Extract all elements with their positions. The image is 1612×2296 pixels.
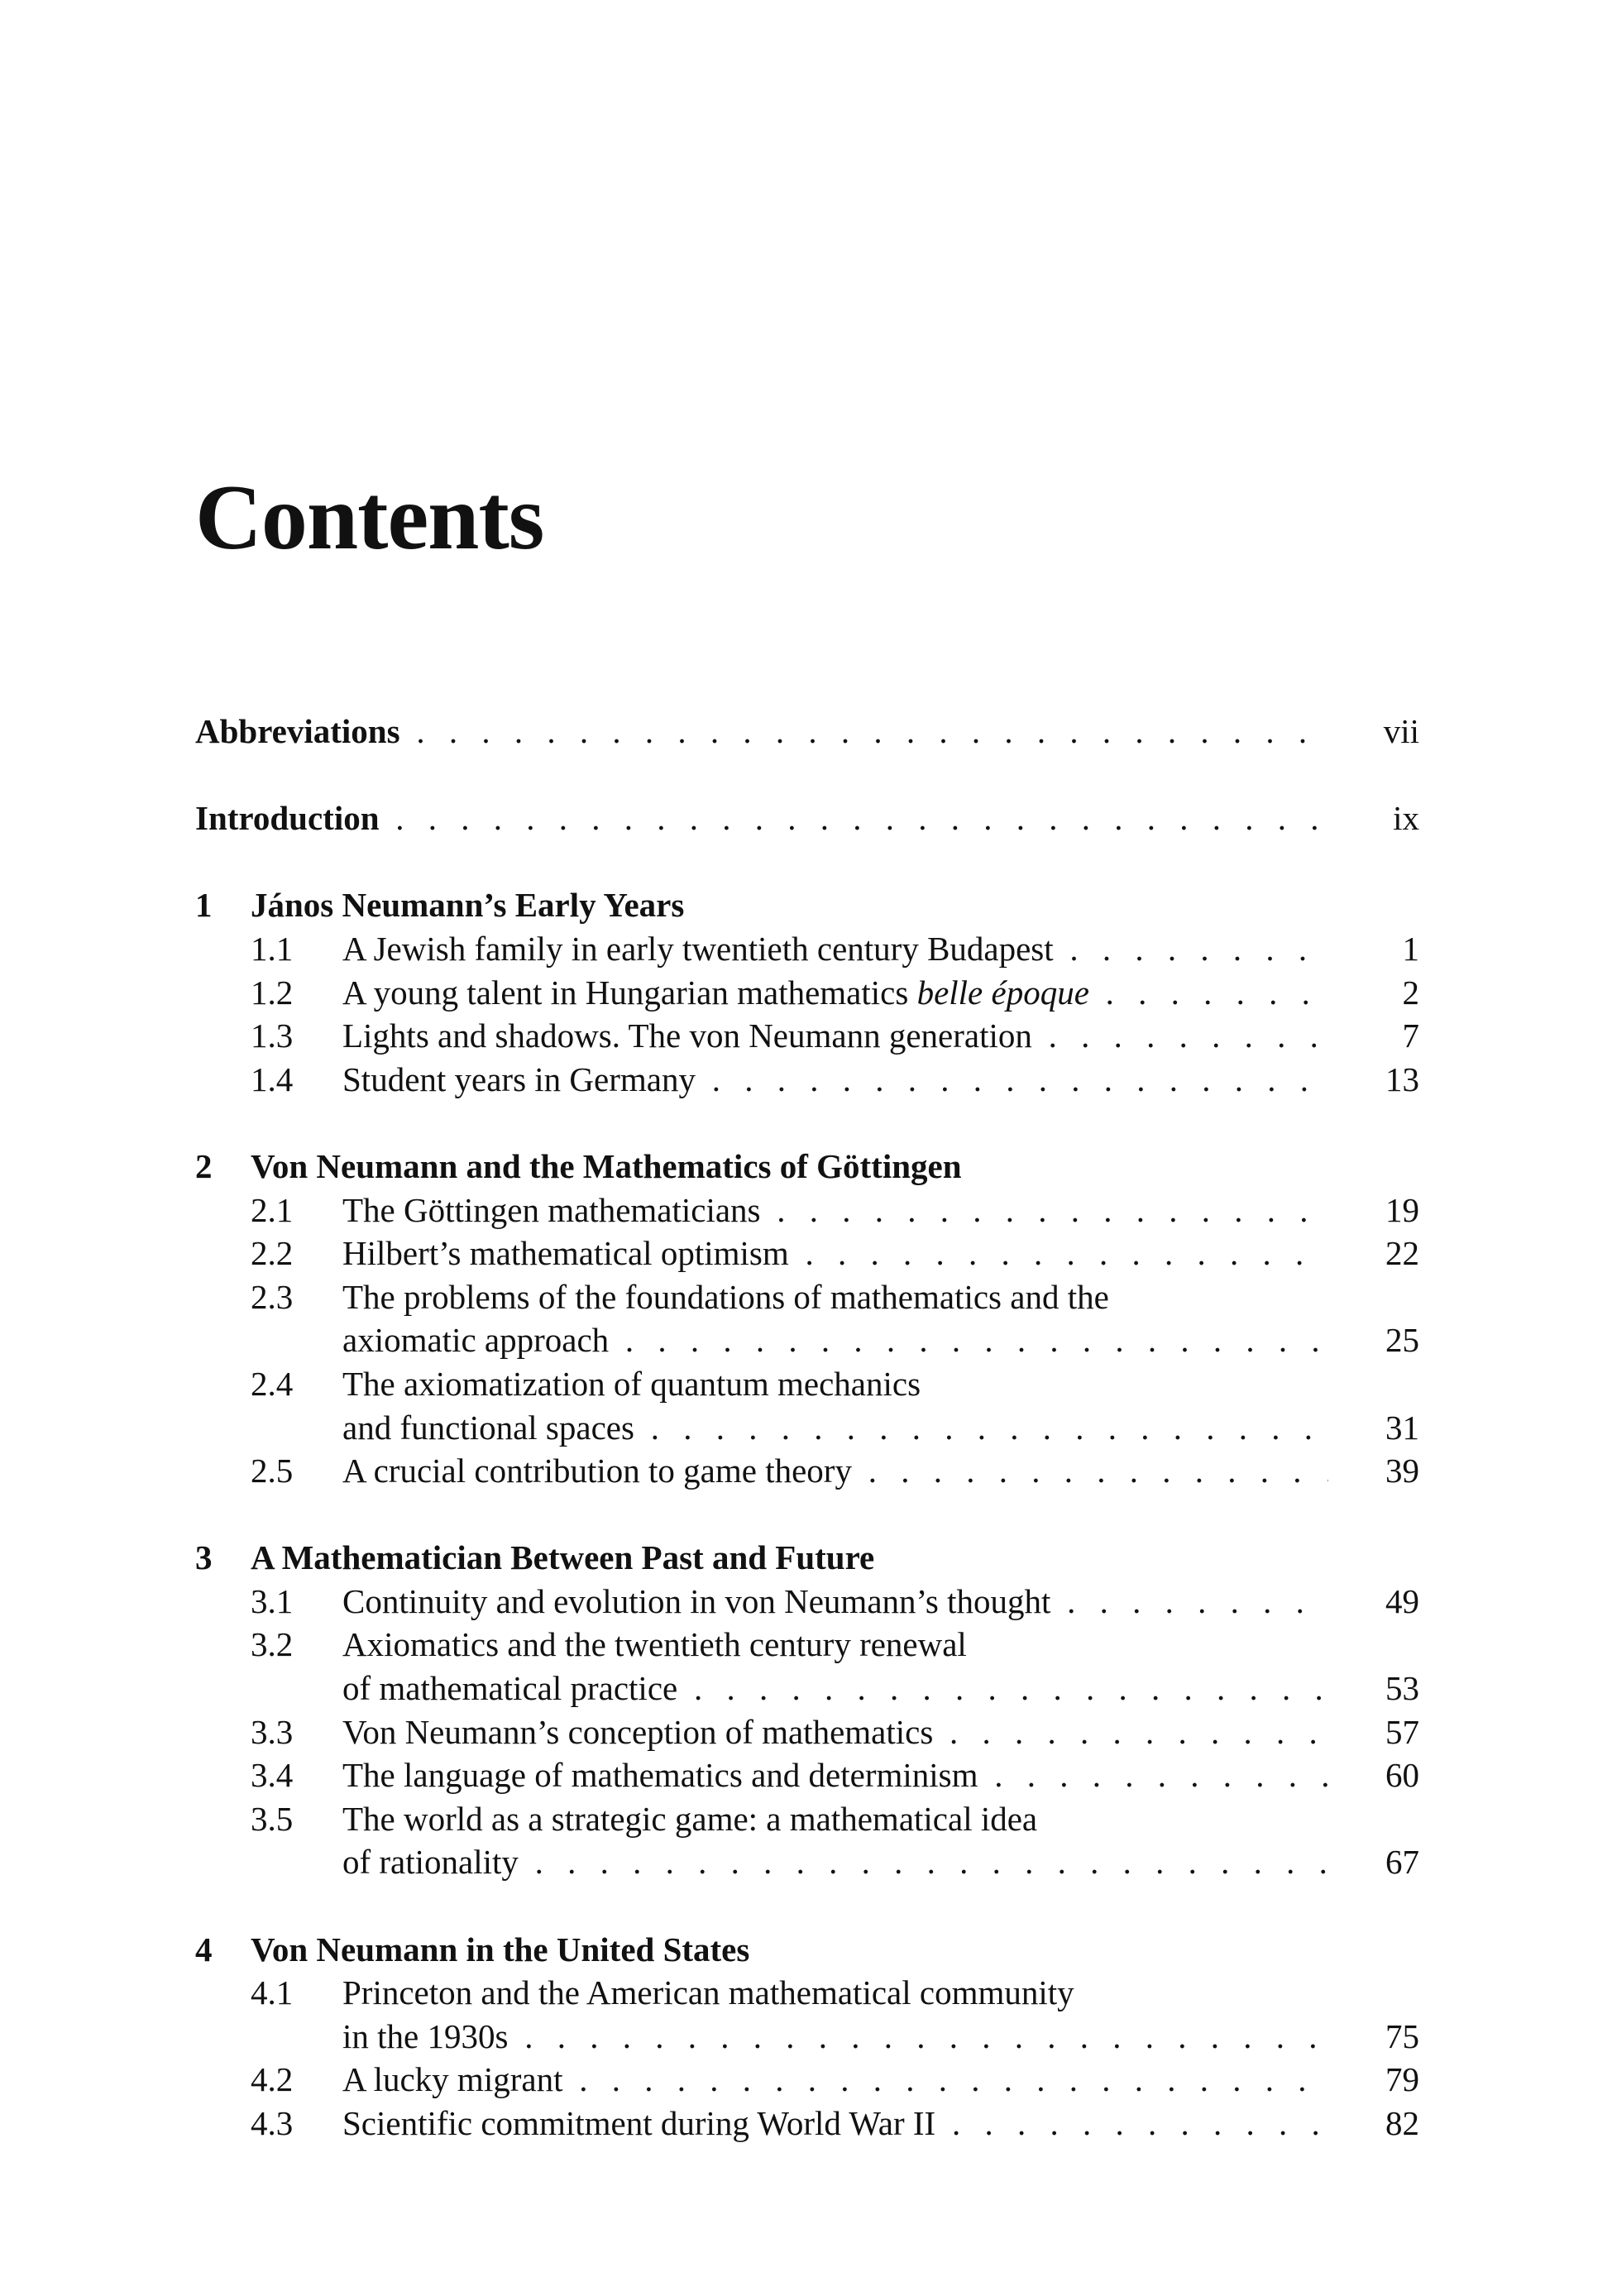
section-title-italic: belle époque: [916, 973, 1089, 1012]
toc-page-number: 82: [1385, 2104, 1419, 2142]
section-number: 3.1: [251, 1581, 294, 1620]
toc-page-number: vii: [1383, 712, 1419, 750]
section-title: Axiomatics and the twentieth century renewal: [342, 1625, 967, 1664]
chapter-number: 1: [195, 886, 213, 925]
toc-page-number: 7: [1402, 1016, 1419, 1055]
section-entry-continuation[interactable]: [195, 1840, 1419, 1884]
chapter-number: 3: [195, 1538, 213, 1577]
section-entry[interactable]: [195, 1362, 1419, 1406]
toc-entry-label: Introduction . . .: [195, 796, 1328, 840]
toc-page-number: 49: [1385, 1581, 1419, 1620]
section-title: A young talent in Hungarian mathematics belle époque . . .: [342, 971, 1328, 1015]
section-title: in the 1930s . . .: [342, 2015, 1328, 2059]
section-entry[interactable]: [195, 1971, 1419, 2015]
section-title: Scientific commitment during World War II . . .: [342, 2102, 1328, 2145]
toc-page-number: 1: [1402, 929, 1419, 968]
toc-entry-label: Abbreviations . . .: [195, 710, 1328, 753]
section-title: Student years in Germany . . .: [342, 1058, 1328, 1102]
toc-entry-abbreviations[interactable]: [195, 710, 1419, 753]
toc-page-number: 67: [1385, 1843, 1419, 1882]
section-number: 4.2: [251, 2060, 294, 2099]
section-title: Continuity and evolution in von Neumann’s thought . . .: [342, 1580, 1328, 1624]
section-number: 2.3: [251, 1277, 294, 1316]
section-entry[interactable]: [195, 1189, 1419, 1232]
section-entry[interactable]: [195, 1449, 1419, 1493]
section-entry[interactable]: [195, 971, 1419, 1015]
section-title: Von Neumann’s conception of mathematics . . .: [342, 1710, 1328, 1754]
section-title: A crucial contribution to game theory . . .: [342, 1449, 1328, 1493]
section-number: 1.4: [251, 1060, 294, 1098]
toc-page-number: 60: [1385, 1756, 1419, 1795]
toc-page-number: 39: [1385, 1452, 1419, 1490]
toc-entry-introduction[interactable]: [195, 796, 1419, 840]
section-title: A Jewish family in early twentieth century Budapest . . .: [342, 927, 1328, 971]
toc-page-number: 22: [1385, 1234, 1419, 1273]
section-title: The world as a strategic game: a mathematical idea: [342, 1799, 1038, 1838]
section-entry[interactable]: [195, 1014, 1419, 1058]
section-entry-continuation[interactable]: [195, 1406, 1419, 1450]
section-entry[interactable]: [195, 1232, 1419, 1275]
page-title: Contents: [195, 466, 544, 569]
section-number: 2.4: [251, 1364, 294, 1403]
section-title: and functional spaces . . .: [342, 1406, 1328, 1450]
section-entry[interactable]: [195, 1275, 1419, 1319]
section-number: 3.5: [251, 1799, 294, 1838]
table-of-contents: [195, 710, 1419, 2145]
section-entry-continuation[interactable]: [195, 2015, 1419, 2059]
section-entry[interactable]: [195, 1580, 1419, 1624]
section-entry-continuation[interactable]: [195, 1667, 1419, 1710]
chapter-heading[interactable]: [195, 1928, 1419, 1972]
section-number: 4.3: [251, 2104, 294, 2142]
section-title: The language of mathematics and determinism . . .: [342, 1753, 1328, 1797]
toc-page-number: 57: [1385, 1712, 1419, 1751]
toc-page-number: 53: [1385, 1669, 1419, 1708]
section-title: axiomatic approach . . .: [342, 1318, 1328, 1362]
section-number: 4.1: [251, 1973, 294, 2012]
toc-page-number: 19: [1385, 1190, 1419, 1229]
section-title: Princeton and the American mathematical community: [342, 1973, 1074, 2012]
chapter-number: 2: [195, 1146, 213, 1185]
section-number: 1.1: [251, 929, 294, 968]
section-title: of mathematical practice . . .: [342, 1667, 1328, 1710]
section-title: A lucky migrant . . .: [342, 2058, 1328, 2102]
toc-page-number: 25: [1385, 1321, 1419, 1360]
section-entry[interactable]: [195, 1753, 1419, 1797]
section-entry[interactable]: [195, 927, 1419, 971]
section-number: 1.3: [251, 1016, 294, 1055]
section-number: 3.2: [251, 1625, 294, 1664]
chapter-number: 4: [195, 1930, 213, 1968]
section-title: of rationality . . .: [342, 1840, 1328, 1884]
section-title: The Göttingen mathematicians . . .: [342, 1189, 1328, 1232]
section-title: The axiomatization of quantum mechanics: [342, 1364, 921, 1403]
section-number: 2.1: [251, 1190, 294, 1229]
chapter-title: János Neumann’s Early Years: [251, 886, 685, 925]
section-title: Hilbert’s mathematical optimism . . .: [342, 1232, 1328, 1275]
section-entry[interactable]: [195, 1797, 1419, 1841]
toc-page-number: 2: [1402, 973, 1419, 1012]
section-number: 3.3: [251, 1712, 294, 1751]
section-entry[interactable]: [195, 1623, 1419, 1667]
section-entry[interactable]: [195, 2058, 1419, 2102]
section-title: The problems of the foundations of mathematics and the: [342, 1277, 1109, 1316]
section-number: 2.5: [251, 1452, 294, 1490]
chapter-heading[interactable]: [195, 883, 1419, 927]
section-number: 1.2: [251, 973, 294, 1012]
chapter-title: Von Neumann and the Mathematics of Göttingen: [251, 1146, 962, 1185]
chapter-title: Von Neumann in the United States: [251, 1930, 750, 1968]
section-entry-continuation[interactable]: [195, 1318, 1419, 1362]
section-entry[interactable]: [195, 2102, 1419, 2145]
chapter-heading[interactable]: [195, 1145, 1419, 1189]
section-number: 2.2: [251, 1234, 294, 1273]
section-number: 3.4: [251, 1756, 294, 1795]
toc-page-number: 13: [1385, 1060, 1419, 1098]
toc-page-number: ix: [1393, 799, 1419, 838]
toc-page-number: 31: [1385, 1408, 1419, 1447]
chapter-heading[interactable]: [195, 1536, 1419, 1580]
section-entry[interactable]: [195, 1710, 1419, 1754]
section-entry[interactable]: [195, 1058, 1419, 1102]
toc-page-number: 79: [1385, 2060, 1419, 2099]
section-title: Lights and shadows. The von Neumann generation . . .: [342, 1014, 1328, 1058]
toc-page-number: 75: [1385, 2016, 1419, 2055]
chapter-title: A Mathematician Between Past and Future: [251, 1538, 875, 1577]
